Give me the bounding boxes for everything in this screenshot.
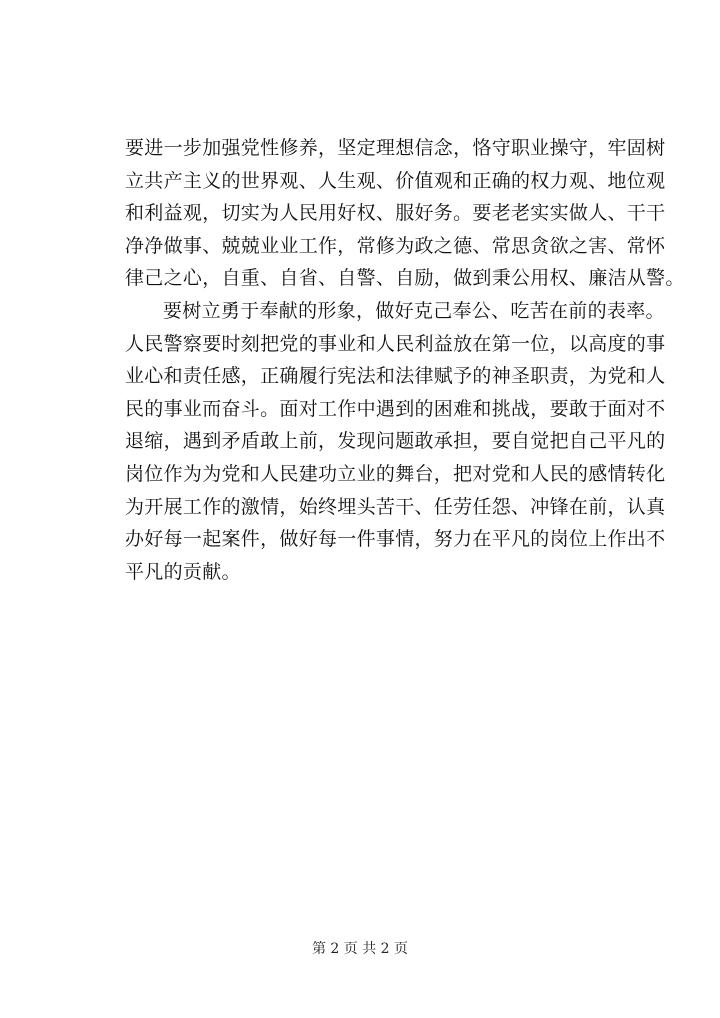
page-footer: 第 2 页 共 2 页 (311, 941, 409, 957)
text-line: 人民警察要时刻把党的事业和人民利益放在第一位，以高度的事 (125, 332, 666, 355)
text-line-paragraph-start: 要树立勇于奉献的形象，做好克己奉公、吃苦在前的表率。 (163, 299, 665, 322)
text-line: 要进一步加强党性修养，坚定理想信念，恪守职业操守，牢固树 (125, 137, 666, 159)
text-line: 律己之心，自重、自省、自警、自励，做到秉公用权、廉洁从警。 (125, 267, 685, 290)
text-line: 净净做事、兢兢业业工作，常修为政之德、常思贪欲之害、常怀 (125, 234, 666, 257)
document-body (125, 132, 685, 588)
text-line: 退缩，遇到矛盾敢上前，发现问题敢承担，要自觉把自己平凡的 (125, 430, 666, 453)
text-line: 岗位作为为党和人民建功立业的舞台，把对党和人民的感情转化 (125, 462, 666, 485)
text-line: 为开展工作的激情，始终埋头苦干、任劳任怨、冲锋在前，认真 (125, 495, 666, 518)
text-line: 平凡的贡献。 (125, 560, 241, 583)
text-line: 民的事业而奋斗。面对工作中遇到的困难和挑战，要敢于面对不 (125, 397, 666, 420)
text-line: 立共产主义的世界观、人生观、价值观和正确的权力观、地位观 (125, 169, 666, 192)
text-line: 业心和责任感，正确履行宪法和法律赋予的神圣职责，为党和人 (125, 365, 666, 388)
text-line: 办好每一起案件，做好每一件事情，努力在平凡的岗位上作出不 (125, 528, 666, 551)
text-line: 和利益观，切实为人民用好权、服好务。要老老实实做人、干干 (125, 202, 666, 225)
